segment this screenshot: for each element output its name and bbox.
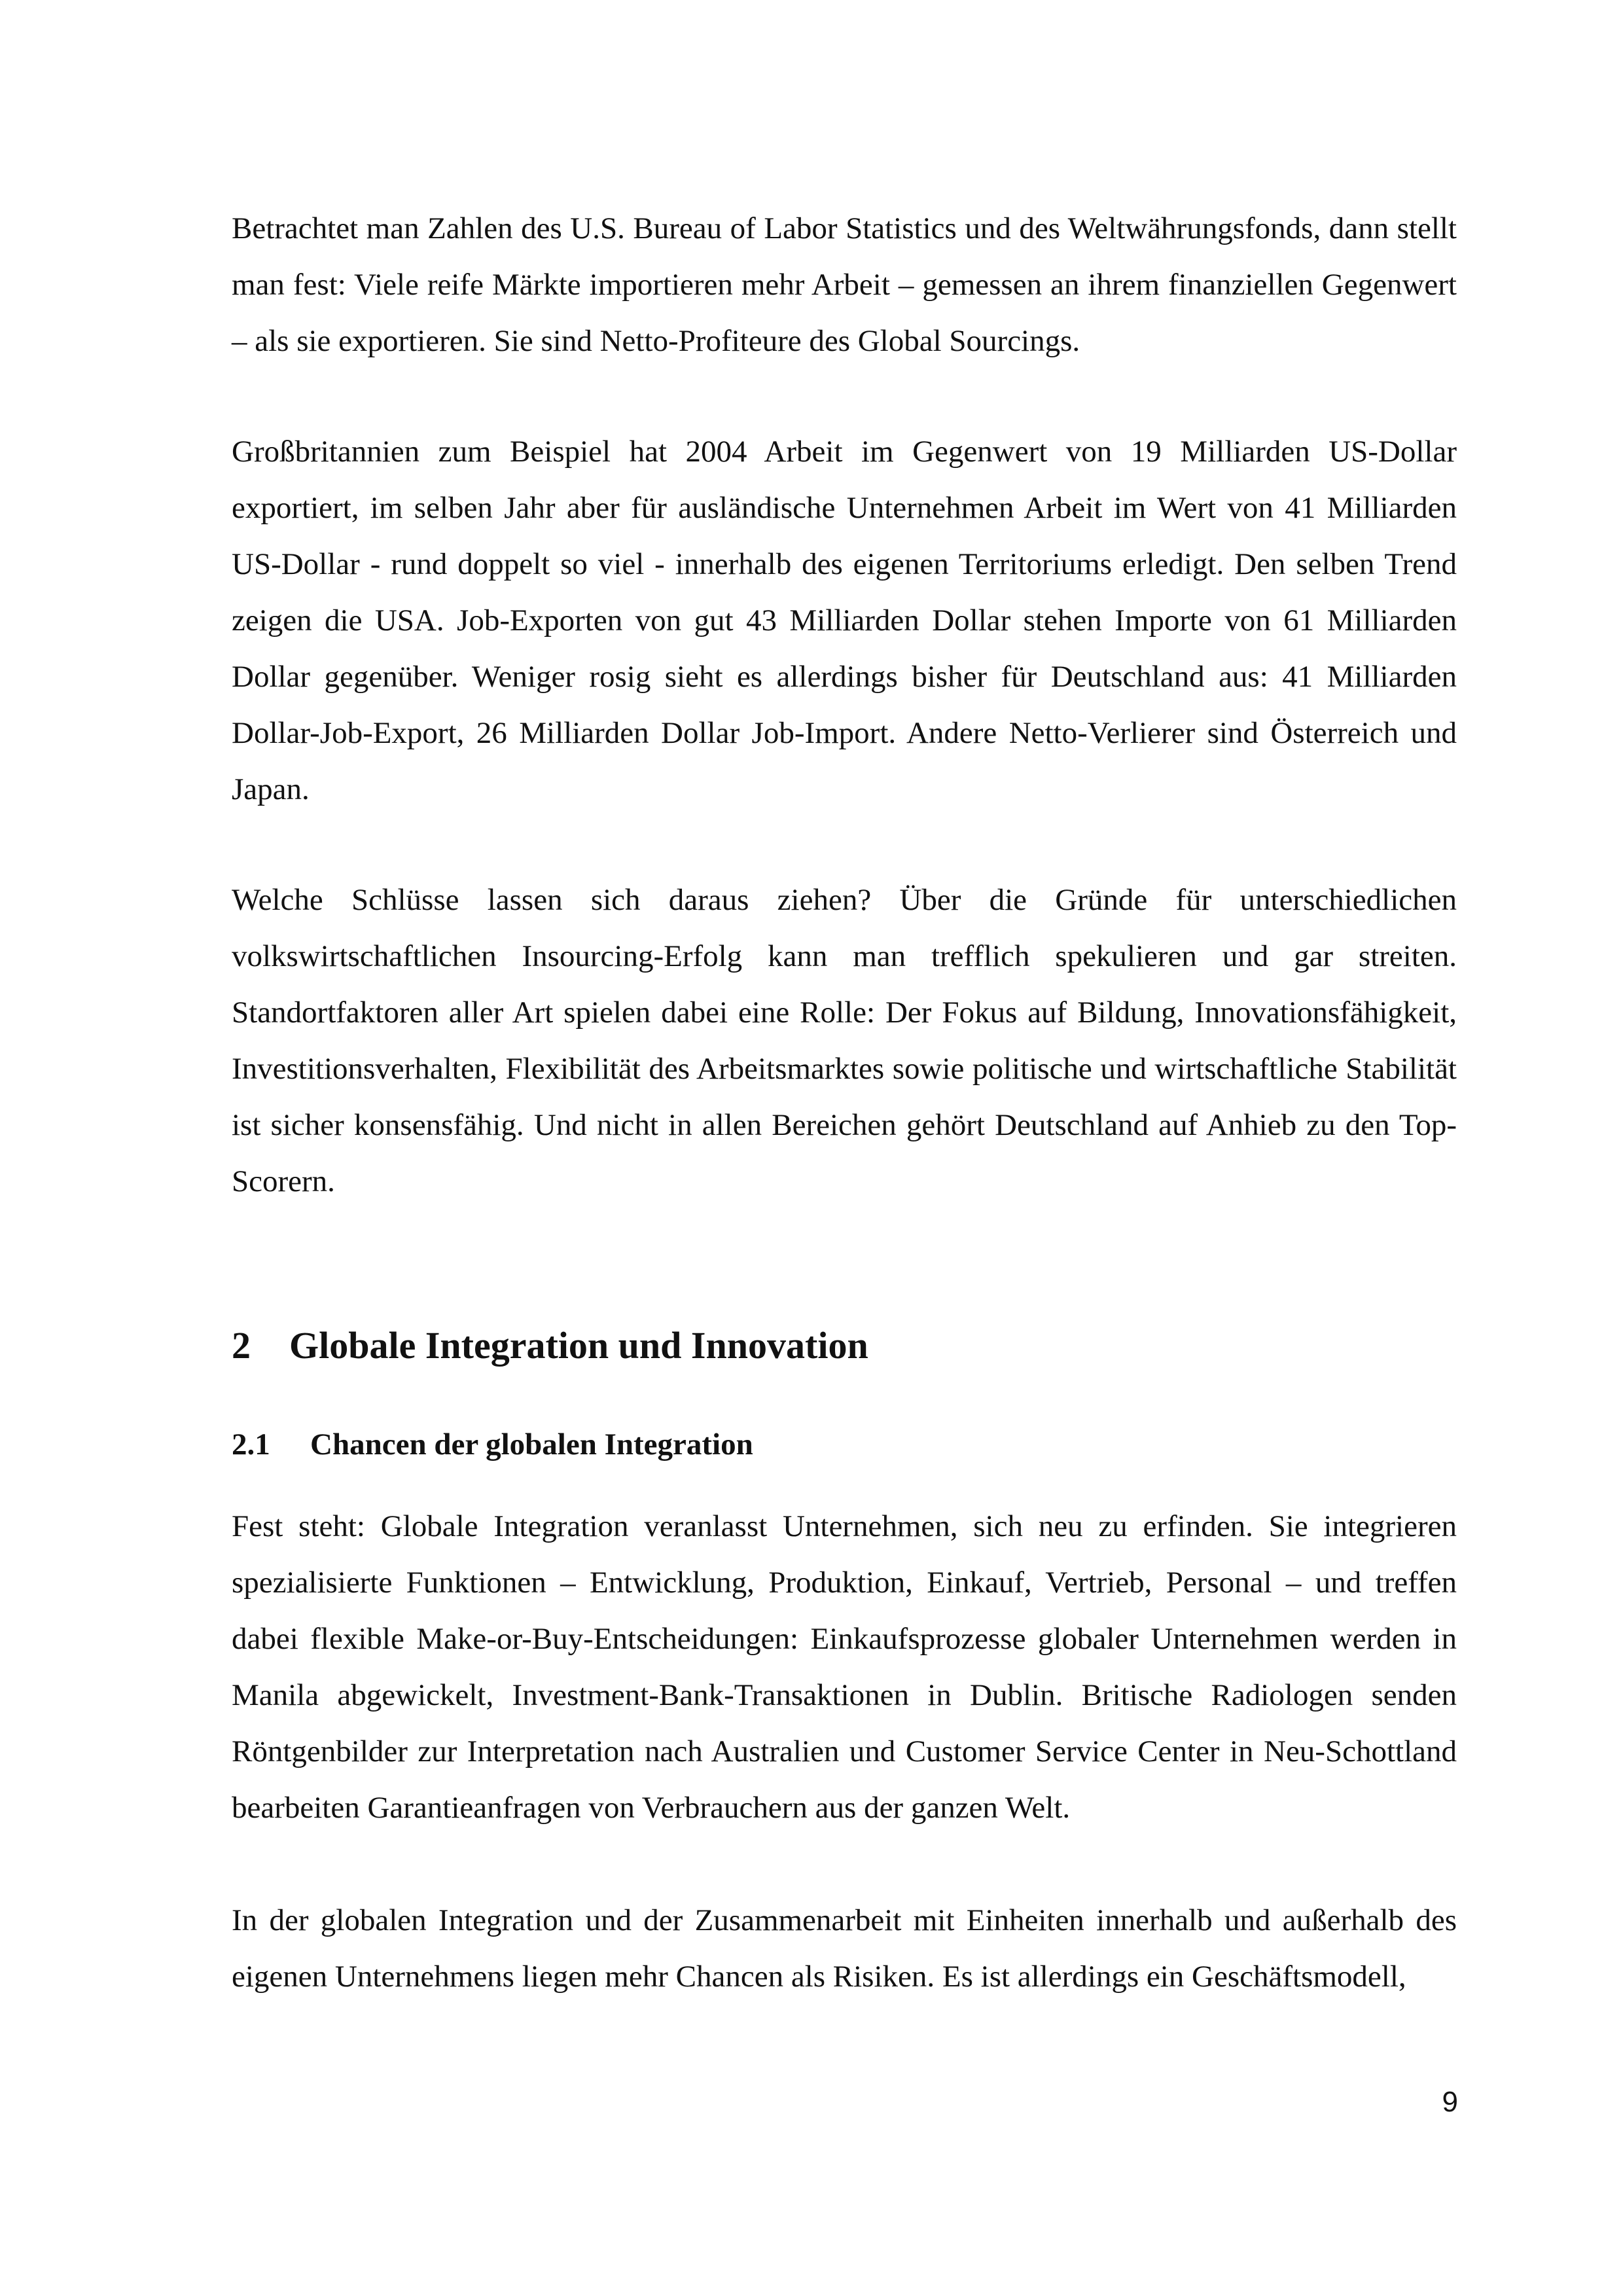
paragraph-labor-statistics: Betrachtet man Zahlen des U.S. Bureau of Labor Statistics und des Weltwährungsfonds, dann stellt man fest: Viele reife Märkte importieren mehr Arbeit – gemessen an ihrem finanziellen Gegenwert – als sie exportieren. Sie sind Netto-Profiteure des Global Sourcings. [232,211,1457,358]
section-heading [232,1319,868,1372]
page-number: 9 [1442,2086,1458,2118]
paragraph-conclusions: Welche Schlüsse lassen sich daraus ziehen? Über die Gründe für unterschiedlichen volkswirtschaftlichen Insourcing-Erfolg kann man trefflich spekulieren und gar streiten. Standortfaktoren aller Art spielen dabei eine Rolle: Der Fokus auf Bildung, Innovationsfähigkeit, Investitionsverhalten, Flexibilität des Arbeitsmarktes sowie politische und wirtschaftliche Stabilität ist sicher konsensfähig. Und nicht in allen Bereichen gehört Deutschland auf Anhieb zu den Top-Scorern. [232,883,1457,1198]
section-title: Globale Integration und Innovation [289,1324,868,1367]
subsection-title: Chancen der globalen Integration [310,1427,753,1462]
subsection-number: 2.1 [232,1427,270,1462]
paragraph-global-integration: Fest steht: Globale Integration veranlasst Unternehmen, sich neu zu erfinden. Sie integrieren spezialisierte Funktionen – Entwicklung, Produktion, Einkauf, Vertrieb, Personal – und treffen dabei flexible Make-or-Buy-Entscheidungen: Einkaufsprozesse globaler Unternehmen werden in Manila abgewickelt, Investment-Bank-Transaktionen in Dublin. Britische Radiologen senden Röntgenbilder zur Interpretation nach Australien und Customer Service Center in Neu-Schottland bearbeiten Garantieanfragen von Verbrauchern aus der ganzen Welt. [232,1509,1457,1825]
paragraph-great-britain-example: Großbritannien zum Beispiel hat 2004 Arbeit im Gegenwert von 19 Milliarden US-Dollar exportiert, im selben Jahr aber für ausländische Unternehmen Arbeit im Wert von 41 Milliarden US-Dollar - rund doppelt so viel - innerhalb des eigenen Territoriums erledigt. Den selben Trend zeigen die USA. Job-Exporten von gut 43 Milliarden Dollar stehen Importe von 61 Milliarden Dollar gegenüber. Weniger rosig sieht es allerdings bisher für Deutschland aus: 41 Milliarden Dollar-Job-Export, 26 Milliarden Dollar Job-Import. Andere Netto-Verlierer sind Österreich und Japan. [232,435,1457,806]
section-number: 2 [232,1324,251,1367]
subsection-heading [232,1422,753,1467]
paragraph-chances-risks: In der globalen Integration und der Zusammenarbeit mit Einheiten innerhalb und außerhalb des eigenen Unternehmens liegen mehr Chancen als Risiken. Es ist allerdings ein Geschäftsmodell, [232,1903,1457,1994]
